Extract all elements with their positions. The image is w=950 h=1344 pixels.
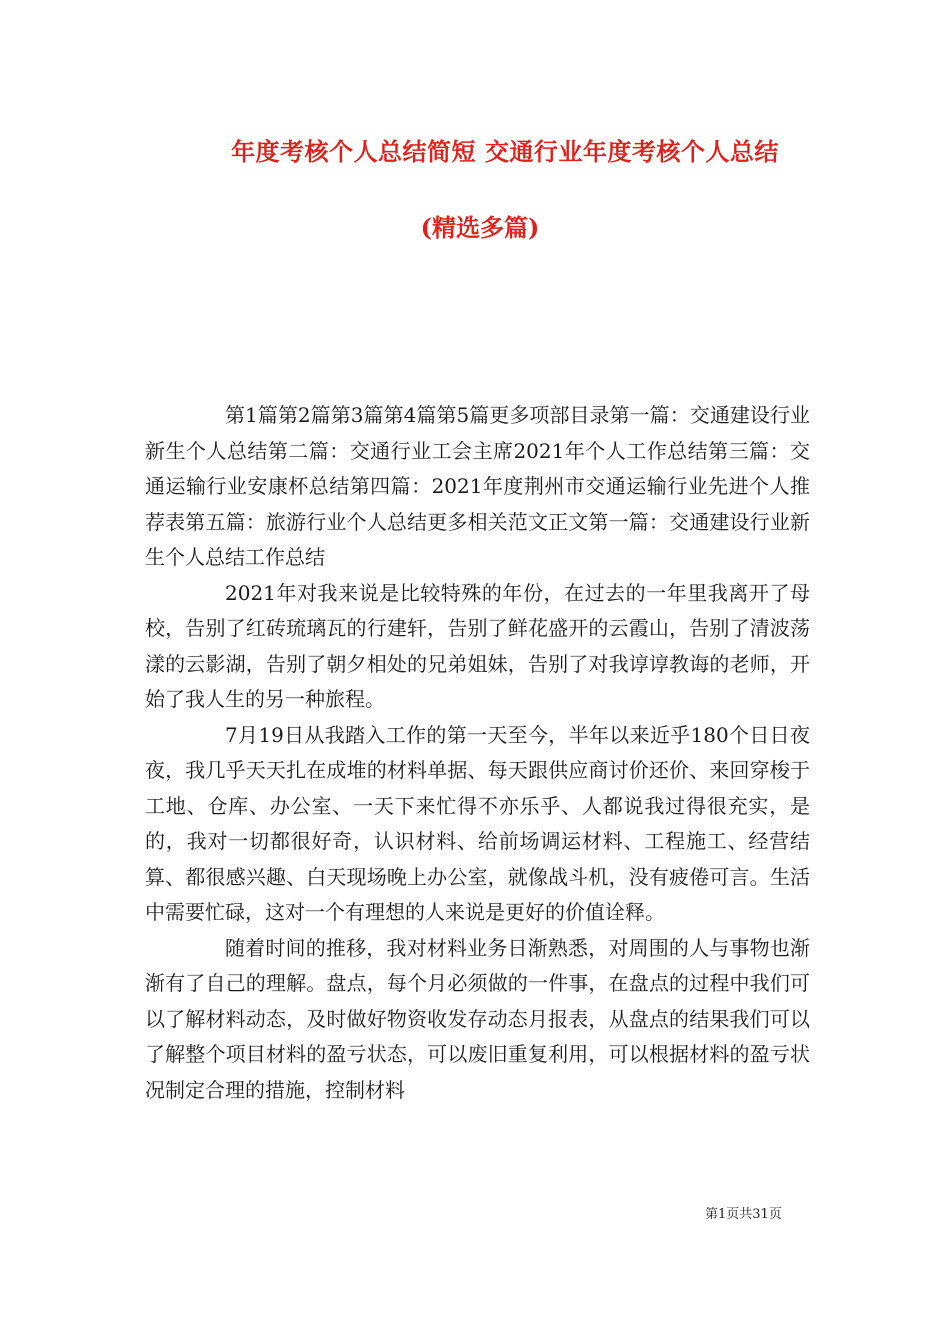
- page-number: 第1页共31页: [705, 1207, 782, 1222]
- document-subtitle: (精选多篇): [420, 213, 540, 242]
- paragraph: 7月19日从我踏入工作的第一天至今，半年以来近乎180个日日夜夜，我几乎天天扎在成堆的材料单据、每天跟供应商讨价还价、来回穿梭于工地、仓库、办公室、一天下来忙得不亦乐乎、人都说我过得很充实，是的，我对一切都很好奇，认识材料、给前场调运材料、工程施工、经营结算、都很感兴趣、白天现场晚上办公室，就像战斗机，没有疲倦可言。生活中需要忙碌，这对一个有理想的人来说是更好的价值诠释。: [145, 722, 810, 924]
- paragraph: 随着时间的推移，我对材料业务日渐熟悉，对周围的人与事物也渐渐有了自己的理解。盘点，每个月必须做的一件事，在盘点的过程中我们可以了解材料动态，及时做好物资收发存动态月报表，从盘点的结果我们可以了解整个项目材料的盈亏状态，可以废旧重复利用，可以根据材料的盈亏状况制定合理的措施，控制材料: [145, 935, 810, 1102]
- paragraph-toc: 第1篇第2篇第3篇第4篇第5篇更多项部目录第一篇：交通建设行业新生个人总结第二篇：交通行业工会主席2021年个人工作总结第三篇：交通运输行业安康杯总结第四篇：2021年度荆州市交通运输行业先进个人推荐表第五篇：旅游行业个人总结更多相关范文正文第一篇：交通建设行业新生个人总结工作总结: [145, 403, 810, 569]
- paragraph: 2021年对我来说是比较特殊的年份，在过去的一年里我离开了母校，告别了红砖琉璃瓦的行建轩，告别了鲜花盛开的云霞山，告别了清波荡漾的云影湖，告别了朝夕相处的兄弟姐妹，告别了对我谆谆教诲的老师，开始了我人生的另一种旅程。: [145, 580, 810, 711]
- document-body: [145, 398, 810, 1108]
- document-title: 年度考核个人总结简短 交通行业年度考核个人总结: [231, 137, 779, 166]
